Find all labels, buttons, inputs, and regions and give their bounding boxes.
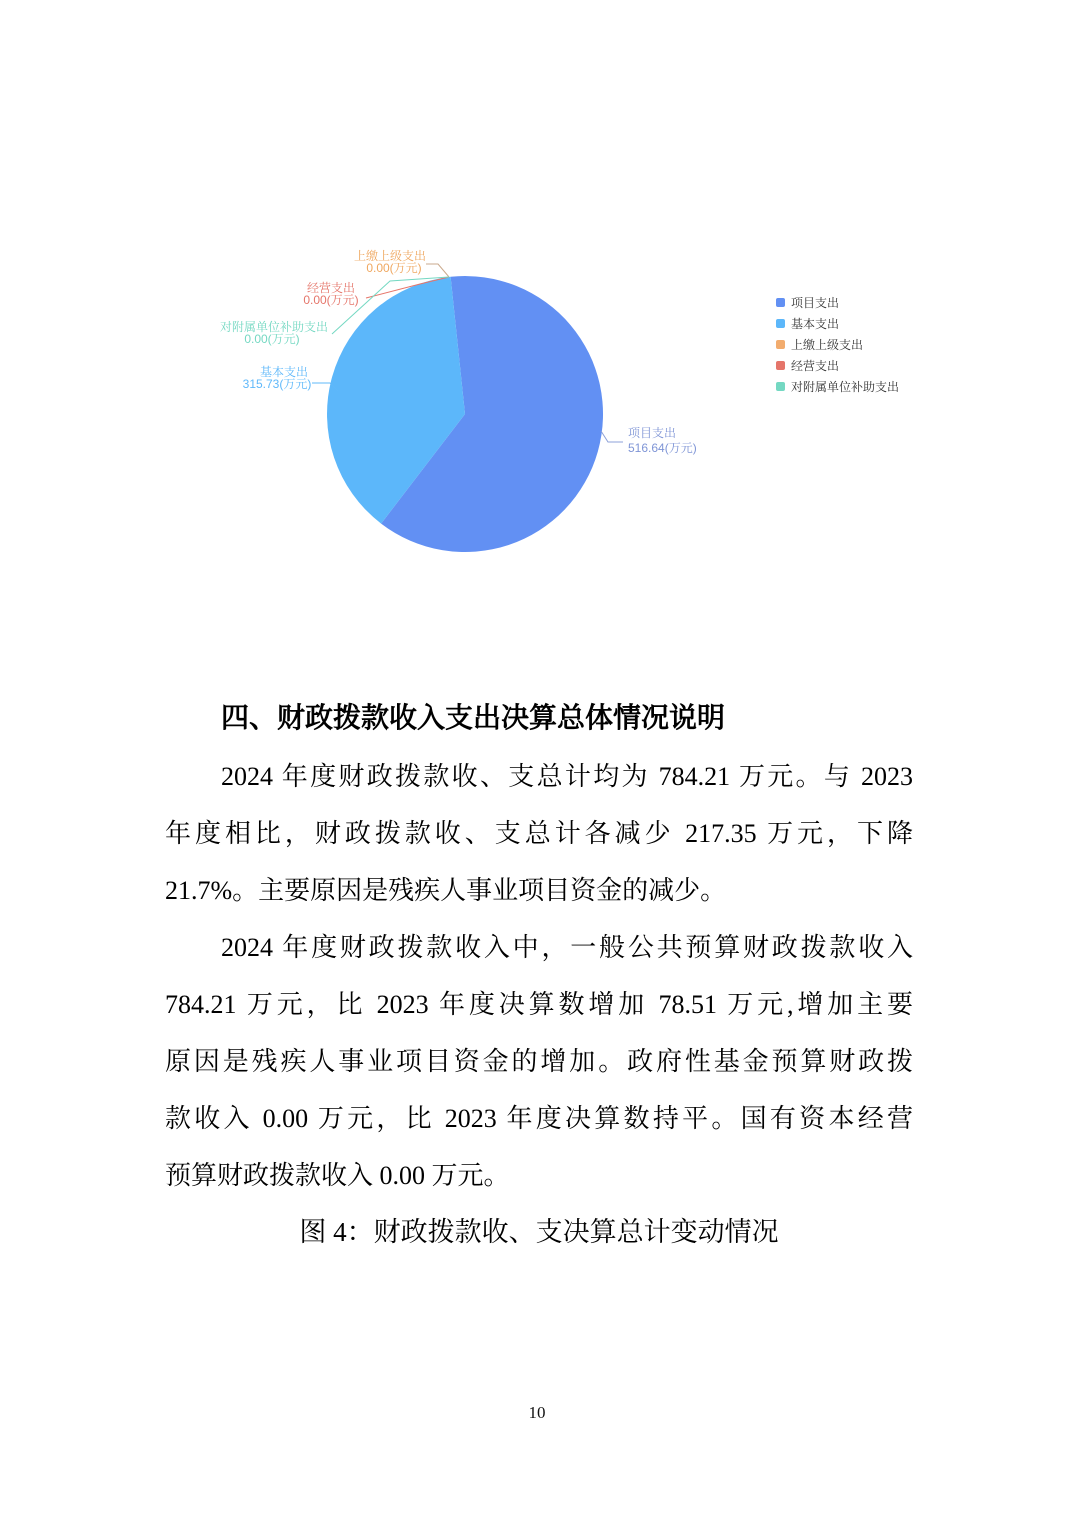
paragraph-line: 款收入 0.00 万元，比 2023 年度决算数持平。国有资本经营 (165, 1104, 913, 1133)
legend-label: 经营支出 (791, 359, 840, 373)
pie-label-duifushu-name: 对附属单位补助支出 (219, 320, 329, 334)
paragraph-line: 21.7%。主要原因是残疾人事业项目资金的减少。 (165, 876, 727, 905)
legend-swatch-icon (776, 340, 785, 349)
pie-label-xiangmu-value: 516.64(万元) (628, 441, 697, 455)
legend-item-project-expenditure (776, 292, 899, 313)
expenditure-pie-chart (0, 140, 1074, 620)
chart-legend (776, 292, 899, 397)
legend-item-upward-remittance (776, 334, 899, 355)
paragraph-line: 784.21 万元，比 2023 年度决算数增加 78.51 万元,增加主要 (165, 990, 913, 1019)
legend-swatch-icon (776, 382, 785, 391)
legend-label: 上缴上级支出 (791, 338, 864, 352)
legend-label: 基本支出 (791, 317, 840, 331)
leader-line-shangjiao (426, 264, 449, 277)
legend-label: 项目支出 (791, 296, 840, 310)
legend-item-basic-expenditure (776, 313, 899, 334)
legend-swatch-icon (776, 298, 785, 307)
text-content (165, 700, 913, 1261)
pie-label-shangjiao-name: 上缴上级支出 (353, 249, 427, 263)
legend-label: 对附属单位补助支出 (791, 380, 900, 394)
legend-swatch-icon (776, 361, 785, 370)
paragraph-line: 原因是残疾人事业项目资金的增加。政府性基金预算财政拨 (165, 1047, 913, 1076)
figure-caption: 图 4：财政拨款收、支决算总计变动情况 (299, 1217, 779, 1247)
paragraph-line: 2024 年度财政拨款收入中，一般公共预算财政拨款收入 (221, 933, 913, 962)
legend-item-subsidy-to-affiliates (776, 376, 899, 397)
pie-label-jingying-value: 0.00(万元) (303, 293, 359, 307)
legend-swatch-icon (776, 319, 785, 328)
paragraph-line: 预算财政拨款收入 0.00 万元。 (165, 1161, 510, 1190)
leader-line-xiangmu (601, 431, 623, 442)
pie-label-shangjiao-value: 0.00(万元) (366, 261, 422, 275)
pie-label-duifushu-value: 0.00(万元) (244, 332, 300, 346)
body-paragraphs (165, 748, 913, 1204)
pie-label-jiben-value: 315.73(万元) (242, 377, 312, 391)
pie-label-xiangmu-name: 项目支出 (628, 426, 677, 440)
paragraph-line: 年度相比，财政拨款收、支总计各减少 217.35 万元，下降 (165, 819, 913, 848)
pie-label-jiben-name: 基本支出 (259, 365, 309, 379)
pie-label-jingying-name: 经营支出 (306, 281, 356, 295)
page-number: 10 (528, 1403, 546, 1422)
section-heading: 四、财政拨款收入支出决算总体情况说明 (221, 702, 726, 733)
paragraph-line: 2024 年度财政拨款收、支总计均为 784.21 万元。与 2023 (221, 762, 913, 791)
pie-chart-canvas (0, 140, 1074, 620)
legend-item-operating-expenditure (776, 355, 899, 376)
